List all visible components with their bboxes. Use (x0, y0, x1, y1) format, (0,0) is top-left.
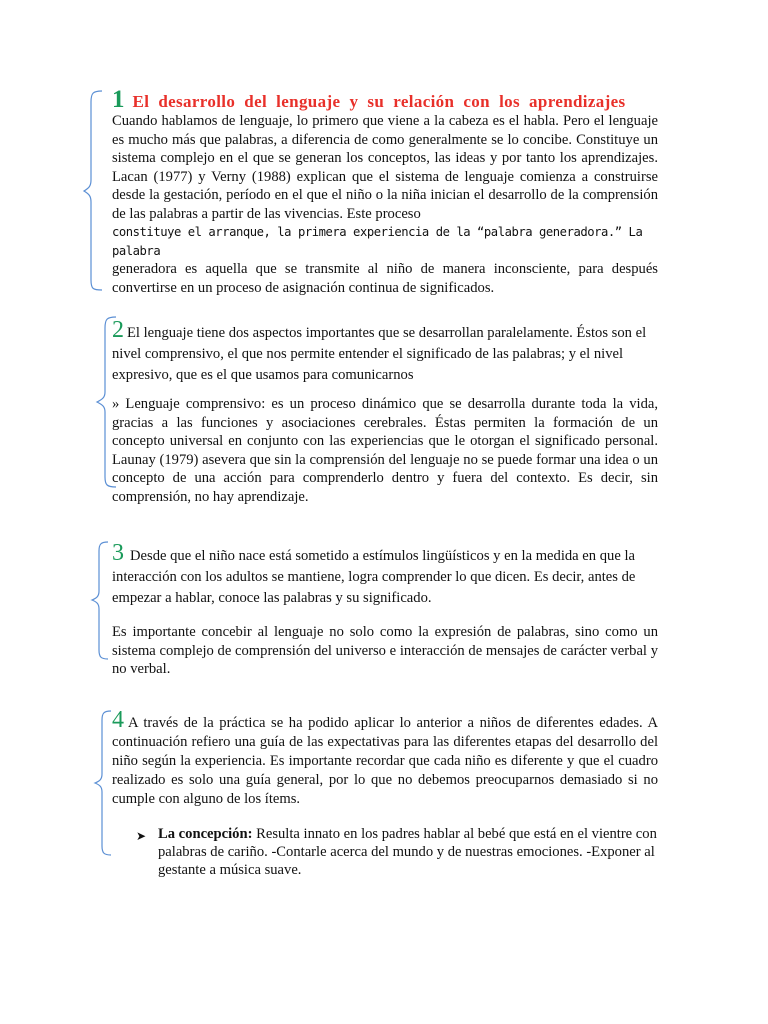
body-paragraph-end: generadora es aquella que se transmite al niño de manera inconsciente, para después convertirse en un proceso de asignación continua de significados. (112, 261, 658, 296)
arrowhead-bullet-icon: ➤ (136, 829, 147, 843)
section-3-lead (112, 541, 658, 609)
bullet-item (112, 825, 658, 879)
section-3-detail: Es importante concebir al lenguaje no solo como la expresión de palabras, sino como un sistema complejo de comprensión del universo e interacción de mensajes de carácter verbal y no verbal. (112, 624, 658, 677)
section-2 (112, 318, 658, 506)
section-number: 1 (112, 86, 125, 113)
section-4 (112, 708, 658, 879)
body-mono-line: constituye el arranque, la primera experiencia de la “palabra generadora.” La palabra (112, 225, 643, 258)
body-paragraph: Cuando hablamos de lenguaje, lo primero que viene a la cabeza es el habla. Pero el lenguaje es mucho más que palabras, a diferencia de como generalmente se lo concibe. Constituye un sistema complejo en el que se generan los conceptos, las ideas y por tanto los aprendizajes. Lacan (1977) y Verny (1988) explican que el sistema de lenguaje comienza a construirse desde la gestación, período en el que el niño o la niña inician el desarrollo de la comprensión de las palabras a partir de las vivencias. Este proceso (112, 113, 658, 222)
section-number: 2 (112, 317, 124, 343)
section-2-detail: » Lenguaje comprensivo: es un proceso dinámico que se desarrolla durante toda la vida, gracias a las funciones y asociaciones cerebrales. Éstas permiten la formación de un concepto universal en conjunto con las experiencias que le otorgan el significado personal. Launay (1979) asevera que sin la comprensión del lenguaje no se puede formar una idea o un concepto de una acción para comprenderlo dentro y fuera del contexto. Es decir, sin comprensión, no hay aprendizaje. (112, 396, 658, 505)
lead-text: El lenguaje tiene dos aspectos importantes que se desarrollan paralelamente. Éstos son el nivel comprensivo, el que nos permite entender el significado de las palabras; y el nivel expresivo, que es el que usamos para comunicarnos (112, 325, 647, 383)
section-number: 3 (112, 540, 124, 566)
lead-text: Desde que el niño nace está sometido a estímulos lingüísticos y en la medida en que la interacción con los adultos se mantiene, logra comprender lo que dicen. Es decir, antes de empezar a hablar, conoce las palabras y su significado. (112, 548, 636, 606)
bullet-body: Resulta innato en los padres hablar al bebé que está en el vientre con palabras de cariño. -Contarle acerca del mundo y de nuestras emociones. -Exponer al gestante a música suave. (158, 826, 657, 878)
section-title: El desarrollo del lenguaje y su relación con los aprendizajes (132, 92, 626, 111)
section-1-heading (112, 88, 658, 112)
section-number: 4 (112, 707, 124, 733)
section-2-lead (112, 318, 658, 386)
section-1-body (112, 112, 658, 297)
bullet-text (158, 825, 658, 879)
curly-brace-icon (88, 90, 110, 294)
section-3 (112, 541, 658, 679)
section-4-lead (112, 708, 658, 809)
bullet-label: La concepción: (158, 826, 253, 842)
lead-text: A través de la práctica se ha podido aplicar lo anterior a niños de diferentes edades. A continuación refiero una guía de las expectativas para las diferentes etapas del desarrollo del niño según la experiencia. Es importante recordar que cada niño es diferente y que el cuadro realizado es solo una guía general, por lo que no debemos preocuparnos demasiado si no cumple con alguno de los ítems. (112, 715, 658, 807)
section-1 (112, 88, 658, 297)
